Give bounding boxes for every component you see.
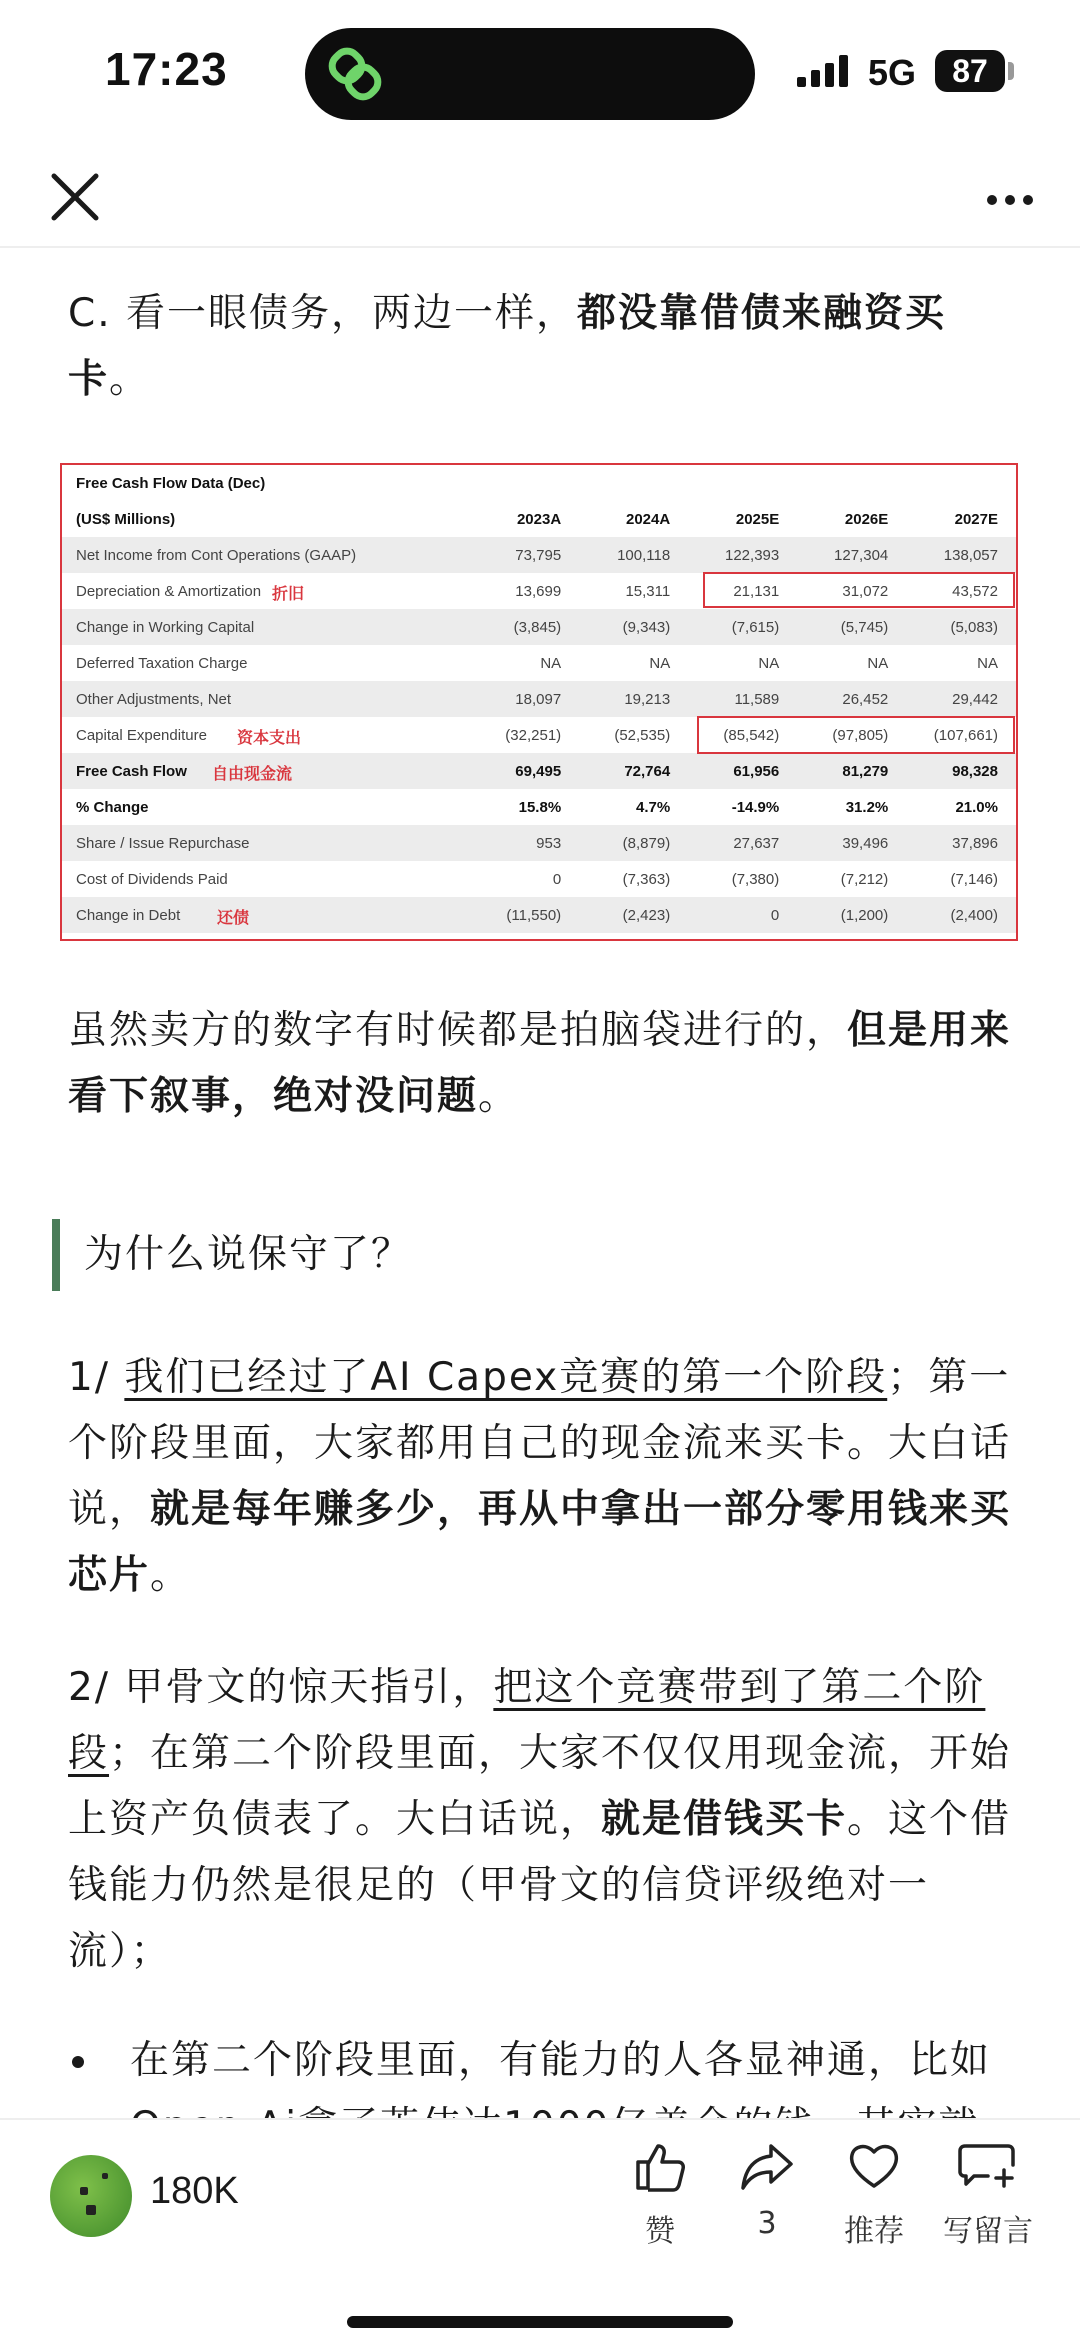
table-cell: 31,072 [842, 582, 889, 600]
table-cell: NA [758, 654, 780, 672]
table-cell: (7,146) [950, 870, 998, 888]
table-cell: 11,589 [688, 681, 797, 717]
table-row [62, 753, 1016, 789]
table-cell: 0 [552, 870, 562, 888]
table-title: Free Cash Flow Data (Dec) [76, 474, 266, 492]
red-annotation: 折旧 [272, 584, 305, 603]
table-cell: 18,097 [470, 681, 579, 717]
table-cell: (7,615) [688, 609, 797, 645]
row-label: Free Cash Flow [76, 762, 187, 780]
table-cell: (5,745) [797, 609, 906, 645]
comment-label: 写留言 [943, 2214, 1033, 2249]
link-rings-icon [325, 44, 385, 104]
table-cell: 31.2% [845, 798, 889, 816]
table-cell: 127,304 [797, 537, 906, 573]
column-header: 2023A [516, 510, 562, 528]
status-bar [0, 0, 1080, 150]
clock: 17:23 [105, 43, 228, 95]
row-label: Capital Expenditure [76, 726, 207, 744]
red-annotation: 资本支出 [237, 728, 302, 747]
table-cell: 19,213 [579, 681, 688, 717]
paragraph-narrative: 虽然卖方的数字有时候都是拍脑袋进行的，但是用来看下叙事，绝对没问题。 [68, 1008, 1012, 1119]
network-type: 5G [868, 52, 917, 93]
highlight-depreciation [703, 572, 1015, 608]
point-1: 1/ 我们已经过了AI Capex竞赛的第一个阶段；第一个阶段里面，大家都用自己的现金流来买卡。大白话说，就是每年赚多少，再从中拿出一部分零用钱来买芯片。 [68, 1355, 1012, 1598]
recommend-button[interactable] [824, 2140, 924, 2250]
table-cell: 27,637 [688, 825, 797, 861]
row-label: % Change [76, 798, 149, 816]
column-header: 2025E [735, 510, 780, 528]
like-label: 赞 [645, 2214, 675, 2249]
table-row [62, 645, 1016, 681]
red-annotation: 自由现金流 [212, 764, 293, 783]
top-nav-bar [0, 150, 1080, 248]
table-cell: 138,057 [906, 537, 1016, 573]
article-body [68, 246, 1013, 413]
dynamic-island [305, 28, 755, 120]
row-label: Share / Issue Repurchase [76, 834, 250, 852]
table-cell: 15,311 [625, 582, 671, 600]
signal-bars-icon [797, 55, 852, 91]
table-cell: 15.8% [518, 798, 562, 816]
table-cell: (8,879) [579, 825, 688, 861]
row-label: Change in Working Capital [76, 618, 255, 636]
row-label: Other Adjustments, Net [76, 690, 232, 708]
table-cell: (7,363) [622, 870, 671, 888]
share-count: 3 [757, 2206, 777, 2241]
table-cell: (85,542) [723, 726, 780, 744]
fcf-table-image [60, 463, 1018, 941]
table-cell: -14.9% [731, 798, 780, 816]
table-row [62, 609, 1016, 645]
table-cell: (2,400) [906, 897, 1016, 933]
bullet-dot [72, 2056, 84, 2068]
red-annotation: 还债 [217, 908, 250, 927]
table-row [62, 861, 1016, 897]
table-row [62, 825, 1016, 861]
article-body-2 [68, 998, 1013, 1130]
table-cell: 69,495 [470, 753, 579, 789]
table-cell: 39,496 [797, 825, 906, 861]
table-cell: (52,535) [614, 726, 671, 744]
comment-button[interactable] [928, 2140, 1048, 2250]
home-indicator[interactable] [347, 2316, 733, 2328]
table-cell: 100,118 [579, 537, 688, 573]
column-header: 2026E [844, 510, 889, 528]
heart-icon [846, 2140, 902, 2192]
share-arrow-icon [739, 2140, 795, 2192]
close-icon[interactable] [40, 162, 110, 232]
table-cell: (2,423) [579, 897, 688, 933]
more-options-icon[interactable] [970, 162, 1050, 232]
share-button[interactable] [717, 2140, 817, 2241]
table-cell: (5,083) [906, 609, 1016, 645]
table-cell: 43,572 [952, 582, 998, 600]
article-body-3 [68, 1345, 1013, 1609]
table-row [62, 537, 1016, 573]
row-label: Change in Debt [76, 906, 181, 924]
table-header-row [62, 501, 1016, 537]
table-cell: (97,805) [832, 726, 889, 744]
row-label: Depreciation & Amortization [76, 582, 262, 600]
table-cell: 73,795 [470, 537, 579, 573]
bullet-item [68, 2028, 1013, 2118]
table-cell: 122,393 [688, 537, 797, 573]
table-cell: 0 [688, 897, 797, 933]
table-cell: 13,699 [515, 582, 562, 600]
table-cell: (7,380) [731, 870, 780, 888]
table-cell: 4.7% [636, 798, 671, 816]
table-cell: 953 [470, 825, 579, 861]
row-label: Net Income from Cont Operations (GAAP) [76, 546, 357, 564]
section-heading: 为什么说保守了？ [52, 1219, 412, 1291]
recommend-label: 推荐 [844, 2214, 904, 2249]
table-unit-label: (US$ Millions) [76, 510, 176, 528]
table-cell: 21.0% [955, 798, 998, 816]
highlight-capex [697, 716, 1015, 754]
row-label: Cost of Dividends Paid [76, 870, 228, 888]
comment-plus-icon [958, 2140, 1018, 2192]
table-cell: (7,212) [840, 870, 889, 888]
table-cell: NA [977, 654, 998, 672]
bottom-action-bar [0, 2118, 1080, 2343]
column-header: 2024A [626, 510, 671, 528]
table-cell: 81,279 [797, 753, 906, 789]
battery-level: 87 [935, 50, 1005, 92]
table-cell: NA [649, 654, 671, 672]
table-cell: 98,328 [906, 753, 1016, 789]
table-cell: 26,452 [797, 681, 906, 717]
thumbs-up-icon [632, 2140, 688, 2192]
table-cell: (107,661) [933, 726, 998, 744]
table-title-row [62, 465, 1016, 501]
table-cell: (9,343) [579, 609, 688, 645]
follower-count: 180K [150, 2170, 239, 2212]
fcf-table [62, 465, 1016, 933]
table-cell: NA [867, 654, 889, 672]
bullet-text: 在第二个阶段里面，有能力的人各显神通，比如 [130, 2038, 992, 2083]
table-cell: 72,764 [579, 753, 688, 789]
table-row [62, 897, 1016, 933]
row-label: Deferred Taxation Charge [76, 654, 248, 672]
author-avatar[interactable] [50, 2155, 132, 2237]
paragraph-c: C. 看一眼债务，两边一样，都没靠借债来融资买卡。 [68, 291, 947, 402]
table-row [62, 789, 1016, 825]
table-cell: NA [540, 654, 562, 672]
battery-tip [1008, 62, 1014, 80]
like-button[interactable] [610, 2140, 710, 2250]
table-cell: (1,200) [797, 897, 906, 933]
table-cell: 61,956 [688, 753, 797, 789]
table-cell: 29,442 [906, 681, 1016, 717]
table-cell: (11,550) [470, 897, 579, 933]
column-header: 2027E [954, 510, 998, 528]
table-cell: (32,251) [505, 726, 562, 744]
table-cell: 21,131 [733, 582, 780, 600]
table-cell: (3,845) [470, 609, 579, 645]
table-row [62, 681, 1016, 717]
table-cell: 37,896 [906, 825, 1016, 861]
point-2: 2/ 甲骨文的惊天指引，把这个竞赛带到了第二个阶段；在第二个阶段里面，大家不仅仅用现金流，开始上资产负债表了。大白话说，就是借钱买卡。这个借钱能力仍然是很足的（甲骨文的信贷评级绝对一流）； [68, 1665, 1012, 1974]
article-body-4 [68, 1655, 1013, 1985]
